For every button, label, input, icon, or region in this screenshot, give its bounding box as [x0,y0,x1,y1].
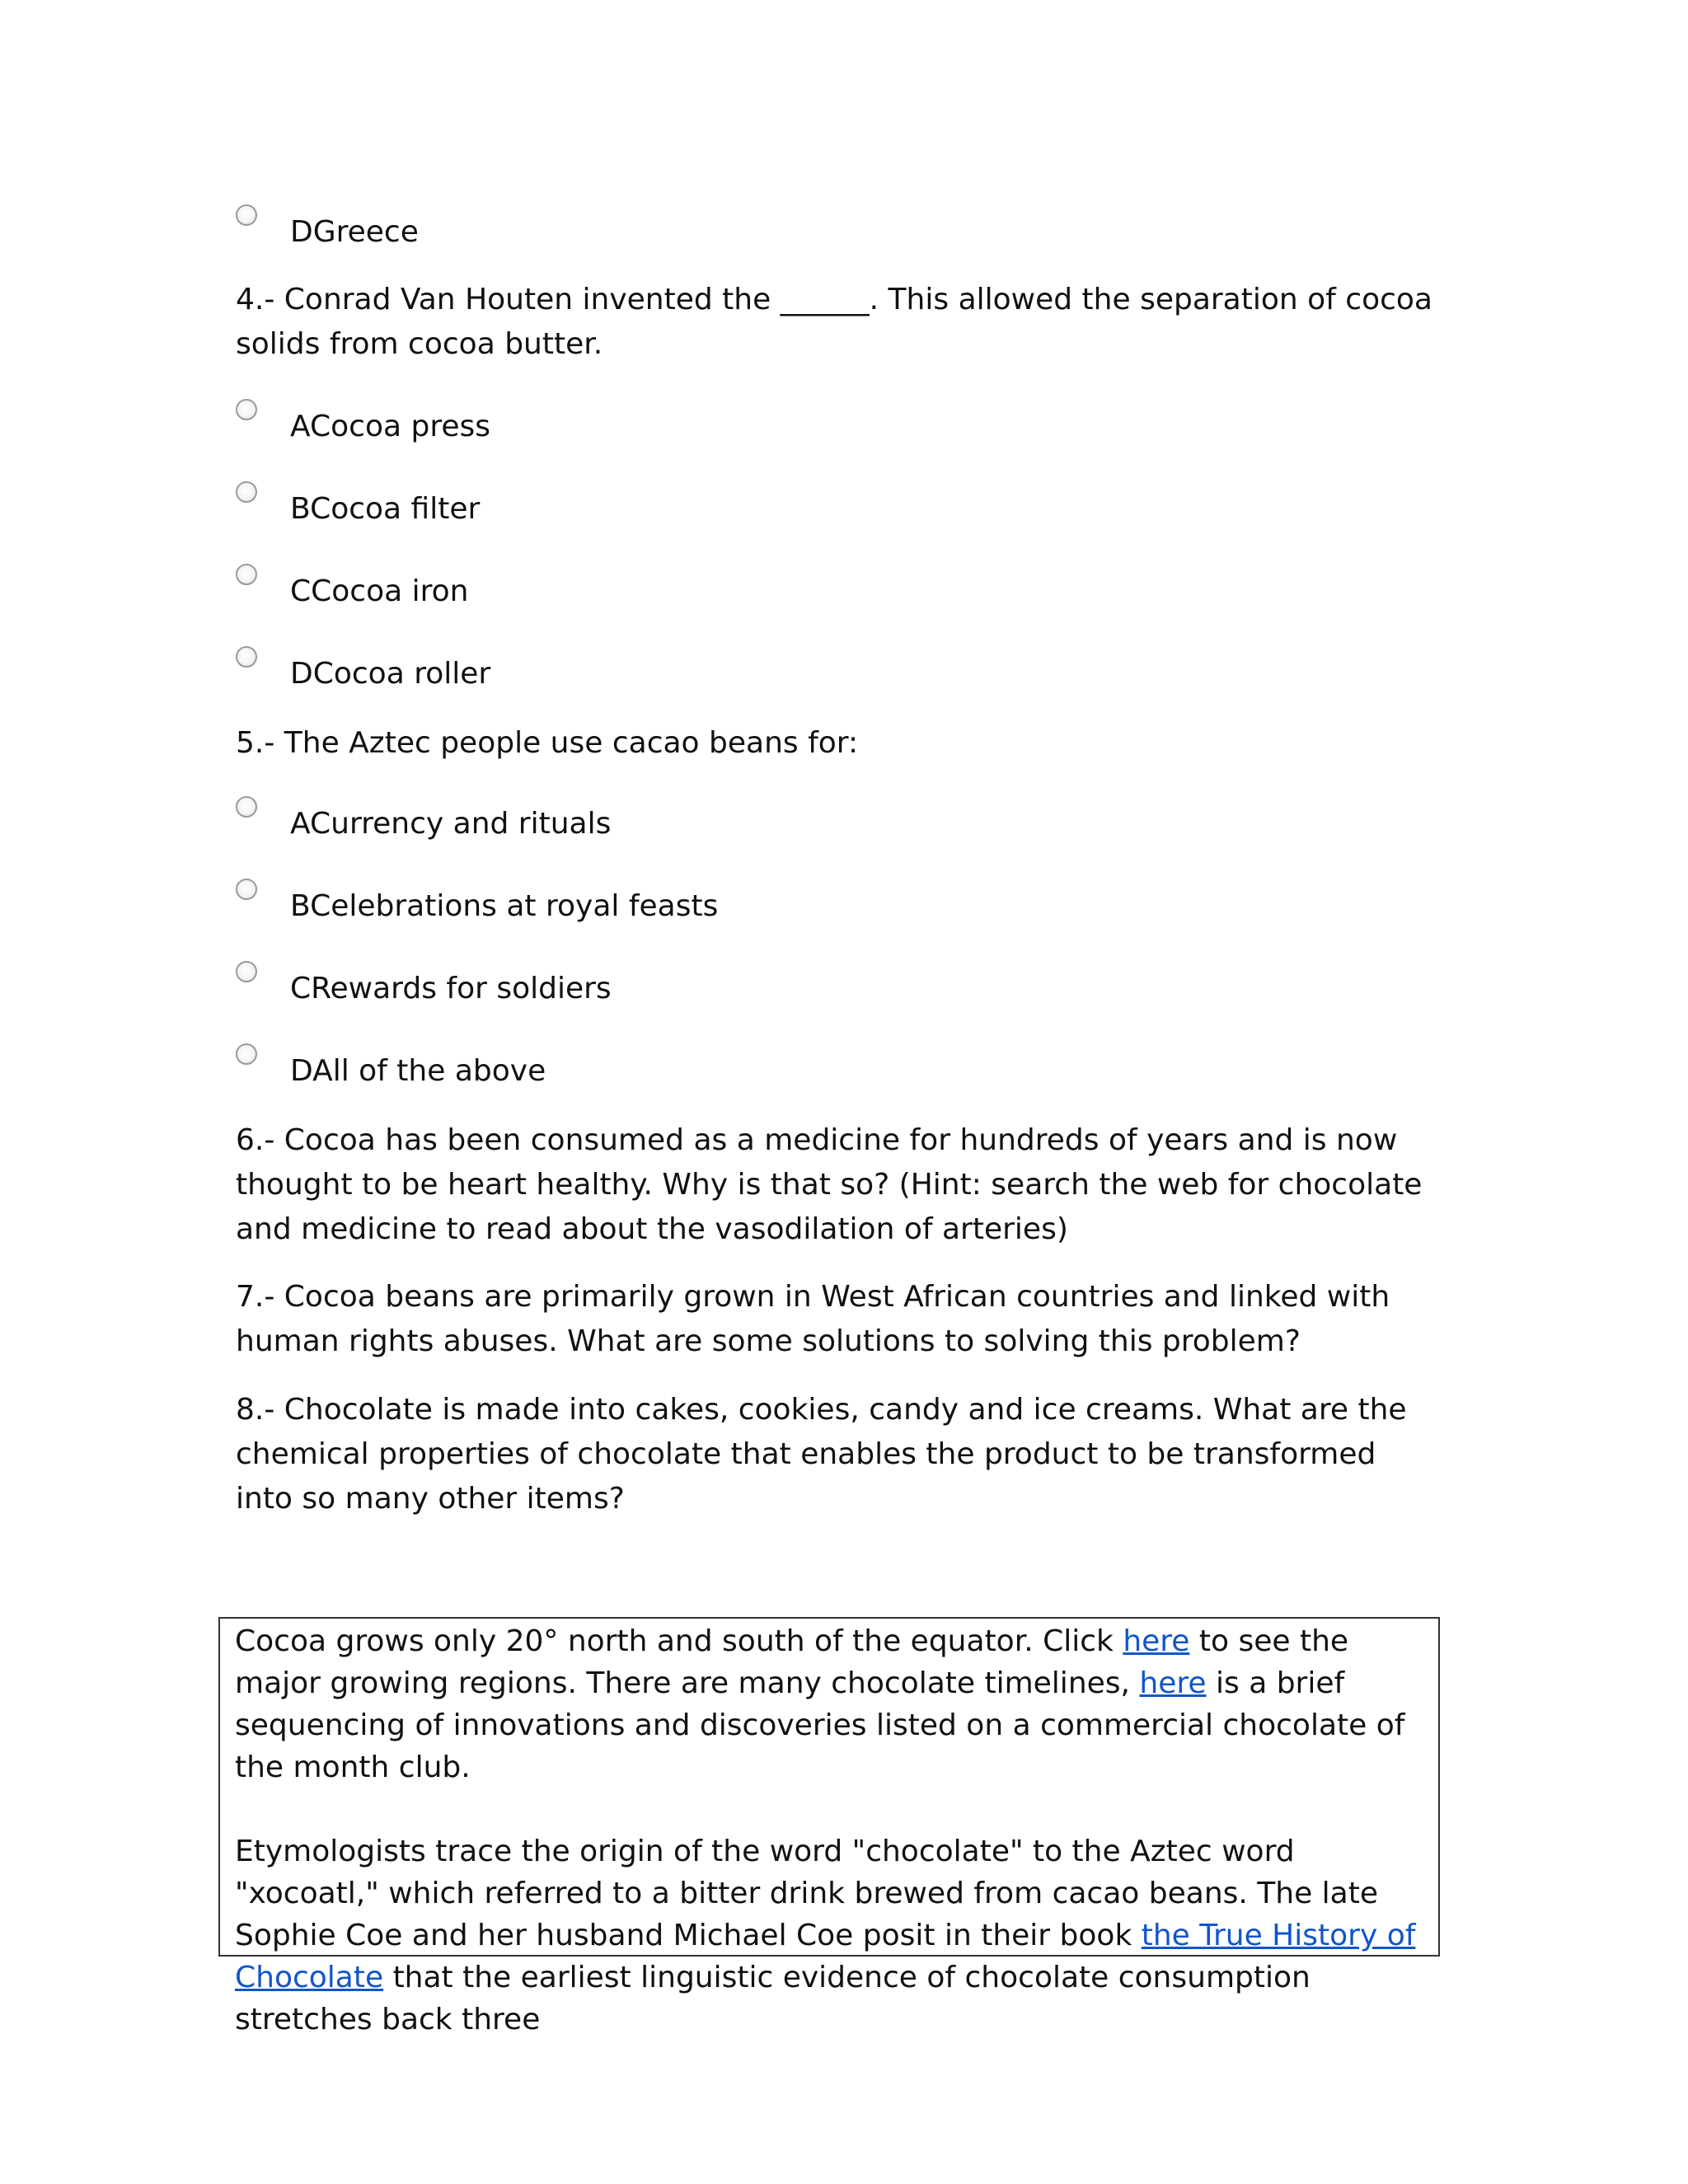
option-label: DAll of the above [290,1054,546,1088]
timeline-link[interactable]: here [1139,1666,1207,1700]
radio-button-icon[interactable] [236,646,257,668]
radio-button-icon[interactable] [236,961,257,982]
q4-option-b[interactable] [236,481,1390,531]
info-text: that the earliest linguistic evidence of chocolate consumption stretches back three [235,1961,1311,2036]
info-text: Etymologists trace the origin of the word "chocolate" to the Aztec word "xocoatl," which referred to a bitter drink brewed from cacao beans. The late Sophie Coe and her husband Michael Coe posit in their book [235,1835,1379,1952]
radio-button-icon[interactable] [236,564,257,585]
info-text: is a brief sequencing of innovations and discoveries listed on a commercial chocolate of the month club. [235,1666,1405,1784]
info-box [218,1617,1440,2036]
q5-option-a[interactable] [236,796,1390,846]
option-label: BCocoa filter [290,492,481,526]
radio-button-icon[interactable] [236,879,257,900]
info-paragraph-1 [235,1620,1423,1788]
option-label: DCocoa roller [290,657,491,691]
question-7-text: 7.- Cocoa beans are primarily grown in West African countries and linked with human rights abuses. What are some solutions to solving this problem? [236,1280,1390,1358]
radio-button-icon[interactable] [236,204,257,226]
question-5-text: 5.- The Aztec people use cacao beans for: [236,726,859,760]
option-label: ACocoa press [290,410,490,443]
q5-option-b[interactable] [236,879,1390,928]
q5-option-d[interactable] [236,1043,1390,1093]
q5-option-c[interactable] [236,961,1390,1010]
option-label: CCocoa iron [290,574,469,608]
growing-regions-link[interactable]: here [1123,1624,1190,1658]
question-6-text: 6.- Cocoa has been consumed as a medicine for hundreds of years and is now thought to be heart healthy. Why is that so? (Hint: search the web for chocolate and medicine to read about the vasodilation of arteries) [236,1123,1423,1246]
radio-button-icon[interactable] [236,399,257,420]
info-text: to see the major growing regions. There are many chocolate timelines, [235,1624,1349,1700]
option-label: BCelebrations at royal feasts [290,889,719,923]
question-8-text: 8.- Chocolate is made into cakes, cookies, candy and ice creams. What are the chemical properties of chocolate that enables the product to be transformed into so many other items? [236,1393,1407,1516]
question-4-text: 4.- Conrad Van Houten invented the ______. This allowed the separation of cocoa solids from cocoa butter. [236,283,1432,361]
q4-option-c[interactable] [236,564,1390,613]
info-text: Cocoa grows only 20° north and south of the equator. Click [235,1624,1123,1658]
book-link[interactable]: the True History of Chocolate [235,1919,1416,1994]
q4-option-a[interactable] [236,399,1390,448]
radio-button-icon[interactable] [236,1043,257,1065]
option-label: CRewards for soldiers [290,972,612,1005]
q3-option-d[interactable] [236,204,1390,254]
q4-option-d[interactable] [236,646,1390,696]
radio-button-icon[interactable] [236,796,257,818]
option-label: ACurrency and rituals [290,807,612,841]
option-label: DGreece [290,215,419,249]
info-paragraph-2 [235,1830,1423,2041]
radio-button-icon[interactable] [236,481,257,503]
